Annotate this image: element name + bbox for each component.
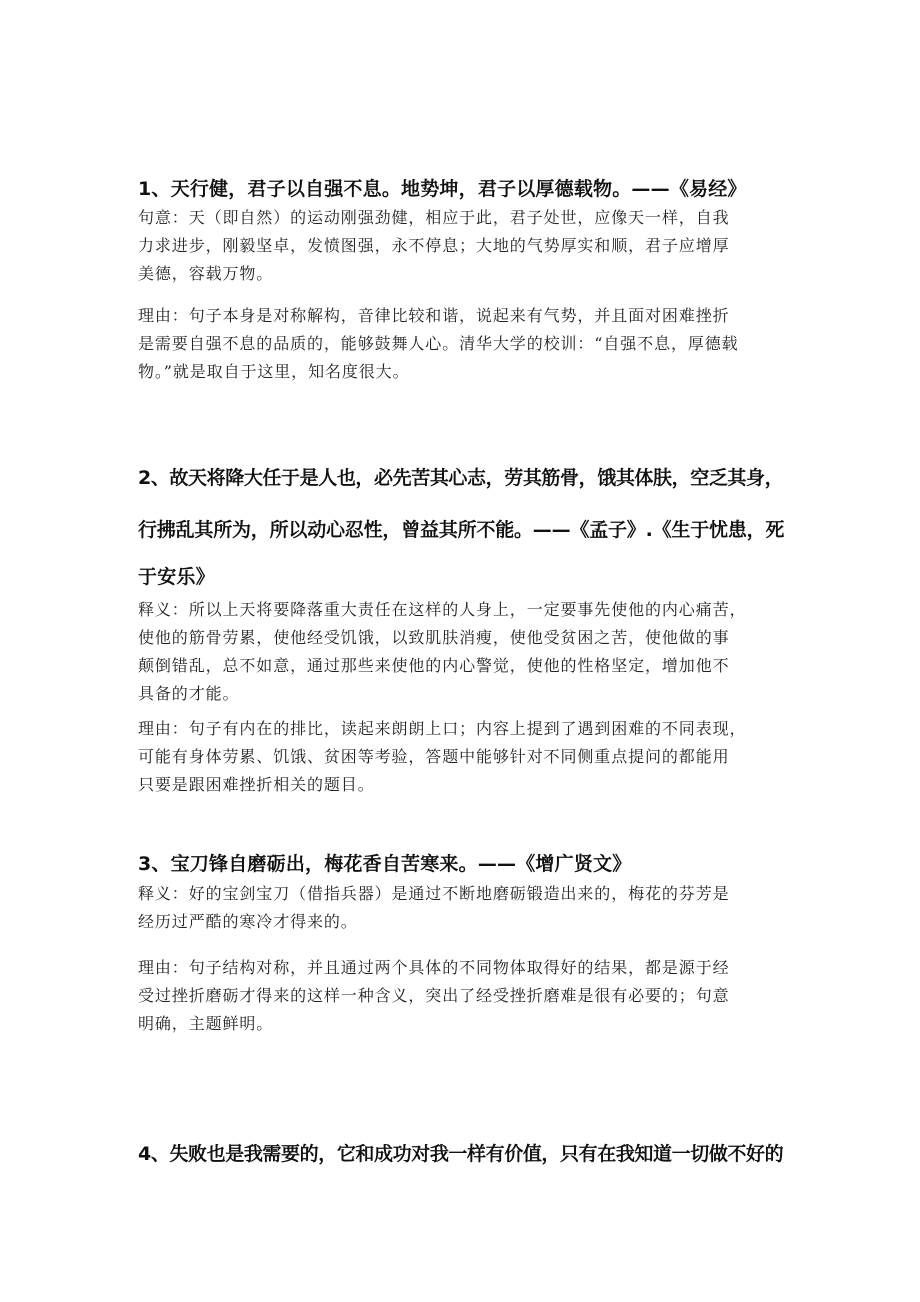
quote-3-reason-line-3: 明确，主题鲜明。 [138,1014,274,1033]
quote-1-reason-line-1: 理由：句子本身是对称解构，音律比较和谐，说起来有气势，并且面对困难挫折 [138,306,730,325]
quote-3-reason-line-1: 理由：句子结构对称，并且通过两个具体的不同物体取得好的结果，都是源于经 [138,958,730,977]
quote-1-meaning [138,204,788,288]
quote-2-heading-line-3-wrap [138,562,788,589]
quote-1-reason-line-3: 物。”就是取自于这里，知名度很大。 [138,362,410,381]
quote-2-reason [138,715,788,799]
quote-2-heading-line-2-wrap [138,515,788,542]
quote-2-reason-line-2: 可能有身体劳累、饥饿、贫困等考验，答题中能够针对不同侧重点提问的都能用 [138,747,730,766]
quote-3-meaning-line-2: 经历过严酷的寒冷才得来的。 [138,912,358,931]
quote-2-heading-line-3: 于安乐》 [138,566,215,588]
quote-4-heading [138,1139,788,1166]
quote-1-reason-line-2: 是需要自强不息的品质的，能够鼓舞人心。清华大学的校训：“自强不息，厚德载 [138,334,739,353]
quote-2-heading-line-1: 2、故天将降大任于是人也，必先苦其心志，劳其筋骨，饿其体肤，空乏其身， [138,467,784,489]
quote-2-heading-line-1-wrap [138,463,788,490]
quote-1-meaning-line-1: 句意：天（即自然）的运动刚强劲健，相应于此，君子处世，应像天一样，自我 [138,208,730,227]
quote-2-heading-line-2: 行拂乱其所为，所以动心忍性，曾益其所不能。——《孟子》.《生于忧患，死 [138,519,785,541]
quote-2-reason-line-1: 理由：句子有内在的排比，读起来朗朗上口；内容上提到了遇到困难的不同表现， [138,719,747,738]
quote-2-meaning-line-4: 具备的才能。 [138,684,240,703]
quote-1-meaning-line-3: 美德，容载万物。 [138,264,274,283]
quote-4-heading-line-1: 4、失败也是我需要的，它和成功对我一样有价值，只有在我知道一切做不好的 [138,1143,784,1165]
quote-1-reason [138,302,788,386]
quote-3-heading [138,849,788,876]
quote-2-reason-line-3: 只要是跟困难挫折相关的题目。 [138,775,375,794]
quote-1-heading-line-1: 1、天行健，君子以自强不息。地势坤，君子以厚德载物。——《易经》 [138,178,747,200]
quote-1-meaning-line-2: 力求进步，刚毅坚卓，发愤图强，永不停息；大地的气势厚实和顺，君子应增厚 [138,236,730,255]
quote-3-reason-line-2: 受过挫折磨砺才得来的这样一种含义，突出了经受挫折磨难是很有必要的；句意 [138,986,730,1005]
quote-3-reason [138,954,788,1038]
quote-2-meaning-line-1: 释义：所以上天将要降落重大责任在这样的人身上，一定要事先使他的内心痛苦， [138,600,747,619]
quote-2-meaning [138,596,788,708]
quote-3-meaning [138,880,788,936]
quote-2-meaning-line-3: 颠倒错乱，总不如意，通过那些来使他的内心警觉，使他的性格坚定，增加他不 [138,656,730,675]
quote-1-heading [138,174,788,201]
quote-3-meaning-line-1: 释义：好的宝剑宝刀（借指兵器）是通过不断地磨砺锻造出来的，梅花的芬芳是 [138,884,730,903]
quote-3-heading-line-1: 3、宝刀锋自磨砺出，梅花香自苦寒来。——《增广贤文》 [138,853,632,875]
quote-2-meaning-line-2: 使他的筋骨劳累，使他经受饥饿，以致肌肤消瘦，使他受贫困之苦，使他做的事 [138,628,730,647]
